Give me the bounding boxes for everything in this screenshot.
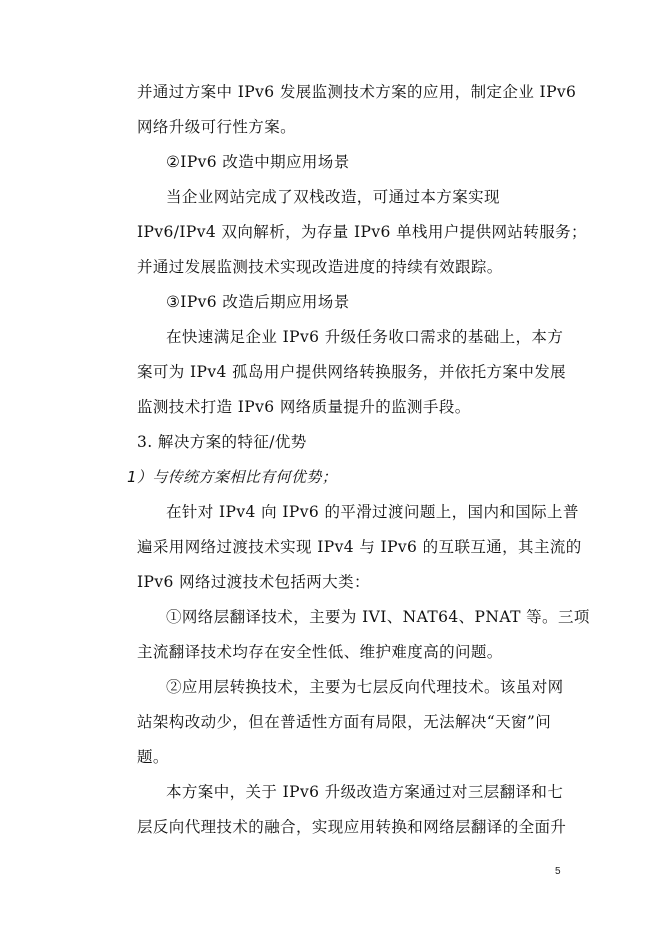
text-line: ①网络层翻译技术，主要为 IVI、NAT64、PNAT 等。三项 — [166, 608, 590, 626]
text-line: ②应用层转换技术，主要为七层反向代理技术。该虽对网 — [166, 678, 564, 696]
text-line: 案可为 IPv4 孤岛用户提供网络转换服务，并依托方案中发展 — [137, 363, 567, 381]
text-line: IPv6/IPv4 双向解析，为存量 IPv6 单栈用户提供网站转服务； — [137, 223, 587, 241]
text-line: 层反向代理技术的融合，实现应用转换和网络层翻译的全面升 — [137, 818, 567, 836]
text-line: 在针对 IPv4 向 IPv6 的平滑过渡问题上，国内和国际上普 — [166, 503, 579, 521]
page-number: 5 — [555, 866, 561, 877]
text-line: 当企业网站完成了双栈改造，可通过本方案实现 — [166, 188, 500, 206]
section-heading: 3. 解决方案的特征/优势 — [137, 433, 307, 451]
text-line: ②IPv6 改造中期应用场景 — [166, 153, 350, 171]
text-line: 监测技术打造 IPv6 网络质量提升的监测手段。 — [137, 398, 471, 416]
text-line: 题。 — [137, 748, 169, 766]
text-line: 网络升级可行性方案。 — [137, 118, 297, 136]
text-line: IPv6 网络过渡技术包括两大类： — [137, 573, 370, 591]
text-line: 在快速满足企业 IPv6 升级任务收口需求的基础上，本方 — [166, 328, 564, 346]
text-line: 本方案中，关于 IPv6 升级改造方案通过对三层翻译和七 — [166, 783, 564, 801]
text-line: 主流翻译技术均存在安全性低、维护难度高的问题。 — [137, 643, 503, 661]
text-line: 站架构改动少，但在普适性方面有局限，无法解决“天窗”问 — [137, 713, 552, 731]
text-line: 并通过发展监测技术实现改造进度的持续有效跟踪。 — [137, 258, 503, 276]
text-line: 遍采用网络过渡技术实现 IPv4 与 IPv6 的互联互通，其主流的 — [137, 538, 582, 556]
text-line: 并通过方案中 IPv6 发展监测技术方案的应用，制定企业 IPv6 — [137, 83, 577, 101]
subsection-heading: 1）与传统方案相比有何优势； — [127, 468, 338, 486]
text-line: ③IPv6 改造后期应用场景 — [166, 293, 350, 311]
